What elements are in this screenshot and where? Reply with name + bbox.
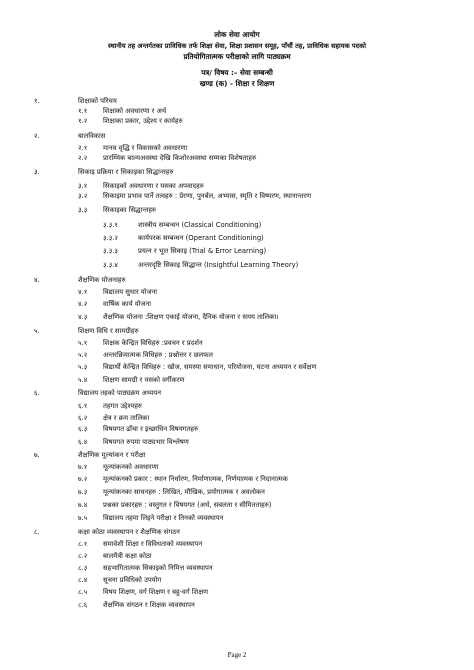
- item-number: ५.: [34, 327, 40, 335]
- item-number: ४.३: [78, 313, 88, 321]
- list-item: तहगत उद्देश्यहरु: [103, 402, 142, 410]
- item-number: ५.४: [78, 376, 88, 384]
- item-number: ४.: [34, 276, 40, 284]
- title-line-1: स्थानीय तह अन्तर्गतका प्राविधिक तर्फ शिक्षा सेवा, शिक्षा प्रशासन समूह, पाँचौं तह, प्राविधिक सहायक पदको: [108, 42, 366, 50]
- list-item: विद्यालय तहमा लिइने परीक्षा र तिनको व्यवस्थापन: [103, 514, 224, 522]
- item-number: ७.४: [78, 501, 88, 509]
- list-item: सिकाइका सिद्धान्तहरु: [103, 206, 157, 214]
- item-number: ३.३: [78, 206, 88, 214]
- list-item: विद्यार्थी केन्द्रित विधिहरु : खोज, समस्या समाधान, परियोजना, घटना अध्ययन र सर्वेक्षण: [103, 363, 317, 371]
- item-number: ५.१: [78, 339, 88, 347]
- list-item: विषय शिक्षण, वर्ग शिक्षण र बहु-वर्ग शिक्षण: [103, 588, 208, 596]
- title-line-2: प्रतियोगितात्मक परीक्षाको लागि पाठ्यक्रम: [183, 52, 291, 61]
- item-number: ३.३.१: [103, 221, 118, 229]
- item-number: ३.: [34, 168, 40, 176]
- item-number: ३.२: [78, 192, 88, 200]
- item-number: ८.२: [78, 552, 88, 560]
- item-number: ३.३.३: [103, 247, 118, 255]
- item-number: ७.: [34, 451, 40, 459]
- paper-title: पत्र/ विषय :– सेवा सम्बन्धी: [201, 68, 273, 77]
- org-name: लोक सेवा आयोग: [214, 30, 260, 39]
- list-item: शैक्षणिक संगठन र शिक्षक व्यवस्थापन: [103, 601, 195, 609]
- item-number: २.: [34, 132, 40, 140]
- list-item: मानव वृद्धि र विकासको अवधारणा: [103, 144, 188, 152]
- item-number: ७.३: [78, 488, 88, 496]
- item-number: ७.१: [78, 463, 88, 471]
- list-item: शिक्षक केन्द्रित विधिहरु :प्रवचन र प्रदर्शन: [103, 339, 203, 347]
- list-item: प्रश्नका प्रकारहरु : वस्तुगत र विषयगत (अर्थ, सबलता र सीमितताहरु): [103, 501, 272, 509]
- list-item: अन्तरदृष्टि सिकाइ सिद्धान्त (Insightful Learning Theory): [138, 261, 299, 269]
- item-number: ८.३: [78, 564, 88, 572]
- item-number: ६.१: [78, 402, 88, 410]
- item-number: १.: [34, 97, 40, 105]
- item-number: २.२: [78, 154, 88, 162]
- section-heading: शैक्षणिक मूल्यांकन र परीक्षा: [78, 451, 146, 459]
- list-item: समावेशी शिक्षा र विविधताको व्यवस्थापन: [103, 540, 203, 548]
- item-number: ८.: [34, 528, 40, 536]
- list-item: शिक्षाको अवधारणा र अर्थ: [103, 107, 167, 115]
- section-heading: सिकाइ प्रक्रिया र सिकाइका सिद्धान्तहरु: [78, 168, 174, 176]
- list-item: अन्तरक्रियात्मक विधिहरु : प्रश्नोत्तर र छलफल: [103, 351, 213, 359]
- list-item: प्रारम्भिक बाल्यअवस्था देखि किशोरअवस्था सम्मका विशेषताहरु: [103, 154, 257, 162]
- page-number: Page 2: [227, 651, 247, 659]
- list-item: विद्यालय सुधार योजना: [103, 288, 158, 296]
- list-item: क्षेत्र र क्रम तालिका: [103, 414, 150, 422]
- list-item: शैक्षणिक योजना :शिक्षण एकाई योजना, दैनिक योजना र समय तालिका।: [103, 313, 279, 321]
- item-number: ८.१: [78, 540, 88, 548]
- item-number: ४.१: [78, 288, 88, 296]
- item-number: ३.३.४: [103, 261, 118, 269]
- section-heading: शिक्षण विधि र सामग्रीहरु: [78, 327, 139, 335]
- list-item: बालमैत्री कक्षा कोठा: [103, 552, 152, 560]
- list-item: वार्षिक कार्य योजना: [103, 300, 151, 308]
- list-item: मूल्यांकनका साधनहरु : लिखित, मौखिक, प्रयोगात्मक र अवलोकन: [103, 488, 265, 496]
- item-number: ७.२: [78, 475, 88, 483]
- section-title: खण्ड (क) - शिक्षा र शिक्षण: [199, 79, 275, 88]
- item-number: ६.४: [78, 438, 88, 446]
- item-number: १.२: [78, 117, 88, 125]
- list-item: विषयगत रुपमा पाठ्यभार विश्लेषण: [103, 438, 189, 446]
- item-number: ६.२: [78, 414, 88, 422]
- item-number: ८.५: [78, 588, 88, 596]
- item-number: ८.६: [78, 601, 88, 609]
- list-item: प्रयत्न र भूल सिकाइ (Trial & Error Learning): [138, 247, 267, 255]
- item-number: ८.४: [78, 576, 88, 584]
- item-number: ६.: [34, 389, 40, 397]
- section-heading: विद्यालय तहको पाठ्यक्रम अध्ययन: [78, 389, 162, 397]
- item-number: ६.३: [78, 425, 88, 433]
- list-item: कार्यपरक सम्बन्धन (Operant Conditioning): [138, 234, 264, 242]
- item-number: ३.३.२: [103, 234, 118, 242]
- item-number: ५.३: [78, 363, 88, 371]
- list-item: शिक्षाका प्रकार, उद्देश्य र कार्यहरु: [103, 117, 183, 125]
- section-heading: कक्षा कोठा व्यवस्थापन र शैक्षणिक संगठन: [78, 528, 180, 536]
- list-item: शास्त्रीय सम्बन्धन (Classical Conditioning): [138, 221, 262, 229]
- list-item: मूल्यांकनको प्रकार : स्थान निर्धारण, निर्माणात्मक, निर्णयात्मक र निदानात्मक: [103, 475, 288, 483]
- section-heading: शिक्षाको परिचय: [78, 97, 117, 105]
- list-item: शिक्षण सामग्री र यसको वर्गीकरण: [103, 376, 185, 384]
- list-item: सिकाइमा प्रभाव पार्ने तत्वहरु : प्रेरणा, पुनर्बल, अभ्यास, स्मृति र विष्मरण, स्थानान्तरण: [103, 192, 312, 200]
- item-number: ५.२: [78, 351, 88, 359]
- item-number: २.१: [78, 144, 88, 152]
- item-number: ४.२: [78, 300, 88, 308]
- item-number: ३.१: [78, 182, 88, 190]
- item-number: ७.५: [78, 514, 88, 522]
- section-heading: शैक्षणिक योजनाहरु: [78, 276, 126, 284]
- section-heading: बालविकास: [78, 132, 106, 140]
- list-item: सिकाइको अवधारणा र यसका अपवादहरु: [103, 182, 204, 190]
- list-item: मूल्यांकनको अवधारणा: [103, 463, 159, 471]
- item-number: १.१: [78, 107, 88, 115]
- list-item: सहभागितात्मक सिकाइको निमित्त व्यवस्थापन: [103, 564, 213, 572]
- list-item: विषयगत ढाँचा र इच्छाधिन विषयगतहरु: [103, 425, 199, 433]
- list-item: सूचना प्रविधिको उपयोग: [103, 576, 162, 584]
